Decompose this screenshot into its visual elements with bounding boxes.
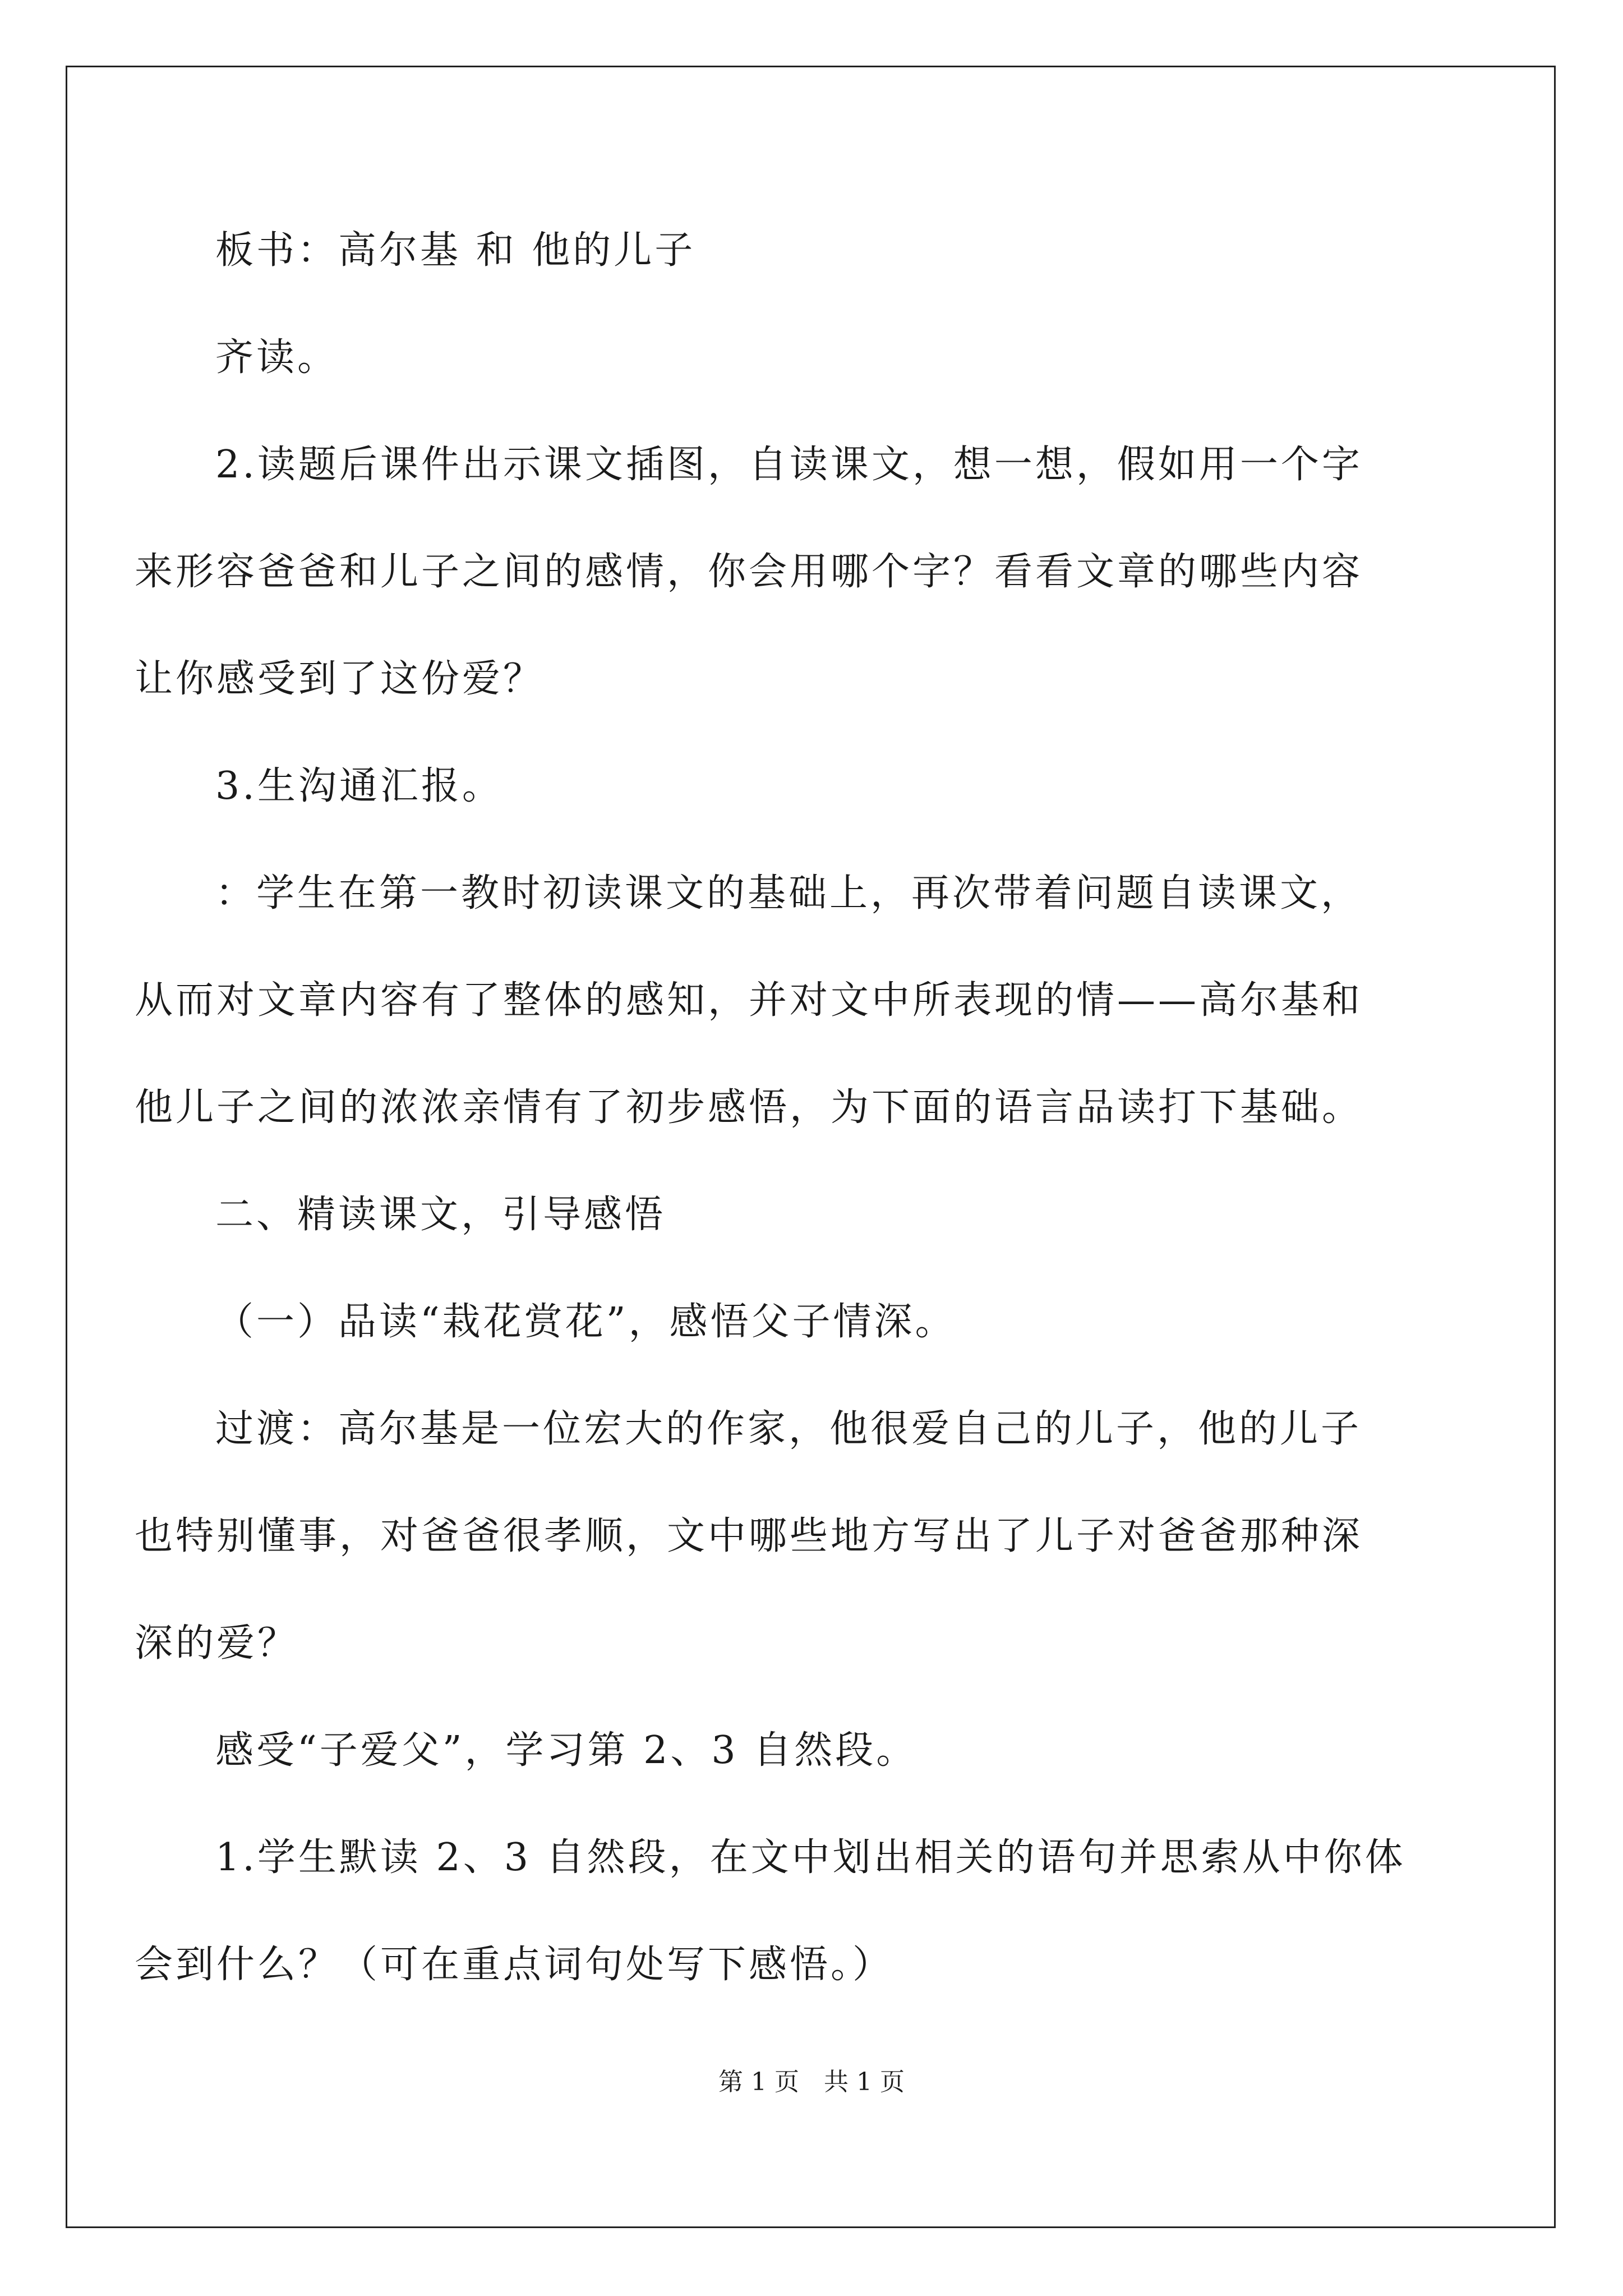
text-line: 让你感受到了这份爱？ [135, 657, 545, 701]
text-line: ：学生在第一教时初读课文的基础上，再次带着问题自读课文， [215, 871, 1362, 915]
page-count: 共 1 页 [824, 2068, 905, 2096]
text-line: 3.生沟通汇报。 [215, 764, 503, 808]
section-heading: 二、精读课文，引导感悟 [215, 1193, 666, 1237]
text-line: 会到什么？（可在重点词句处写下感悟。） [135, 1943, 894, 1987]
text-line: 也特别懂事，对爸爸很孝顺，文中哪些地方写出了儿子对爸爸那种深 [135, 1514, 1363, 1558]
text-line: 来形容爸爸和儿子之间的感情，你会用哪个字？看看文章的哪些内容 [135, 550, 1363, 594]
text-line: 板书：高尔基 和 他的儿子 [215, 228, 696, 273]
page-footer [0, 2070, 1623, 2095]
subsection-heading: （一）品读“栽花赏花”，感悟父子情深。 [215, 1300, 956, 1344]
text-line: 感受“子爱父”，学习第 2、3 自然段。 [215, 1728, 917, 1773]
page-number: 第 1 页 [718, 2068, 799, 2096]
text-line: 齐读。 [215, 335, 339, 380]
text-line: 他儿子之间的浓浓亲情有了初步感悟，为下面的语言品读打下基础。 [135, 1085, 1363, 1130]
text-line: 2.读题后课件出示课文插图，自读课文，想一想，假如用一个字 [215, 443, 1363, 487]
text-line: 从而对文章内容有了整体的感知，并对文中所表现的情——高尔基和 [135, 978, 1363, 1023]
text-line: 过渡：高尔基是一位宏大的作家，他很爱自己的儿子，他的儿子 [215, 1407, 1362, 1451]
text-line: 1.学生默读 2、3 自然段，在文中划出相关的语句并思索从中你体 [215, 1835, 1406, 1880]
text-line: 深的爱？ [135, 1621, 299, 1665]
page-border [66, 66, 1556, 2228]
